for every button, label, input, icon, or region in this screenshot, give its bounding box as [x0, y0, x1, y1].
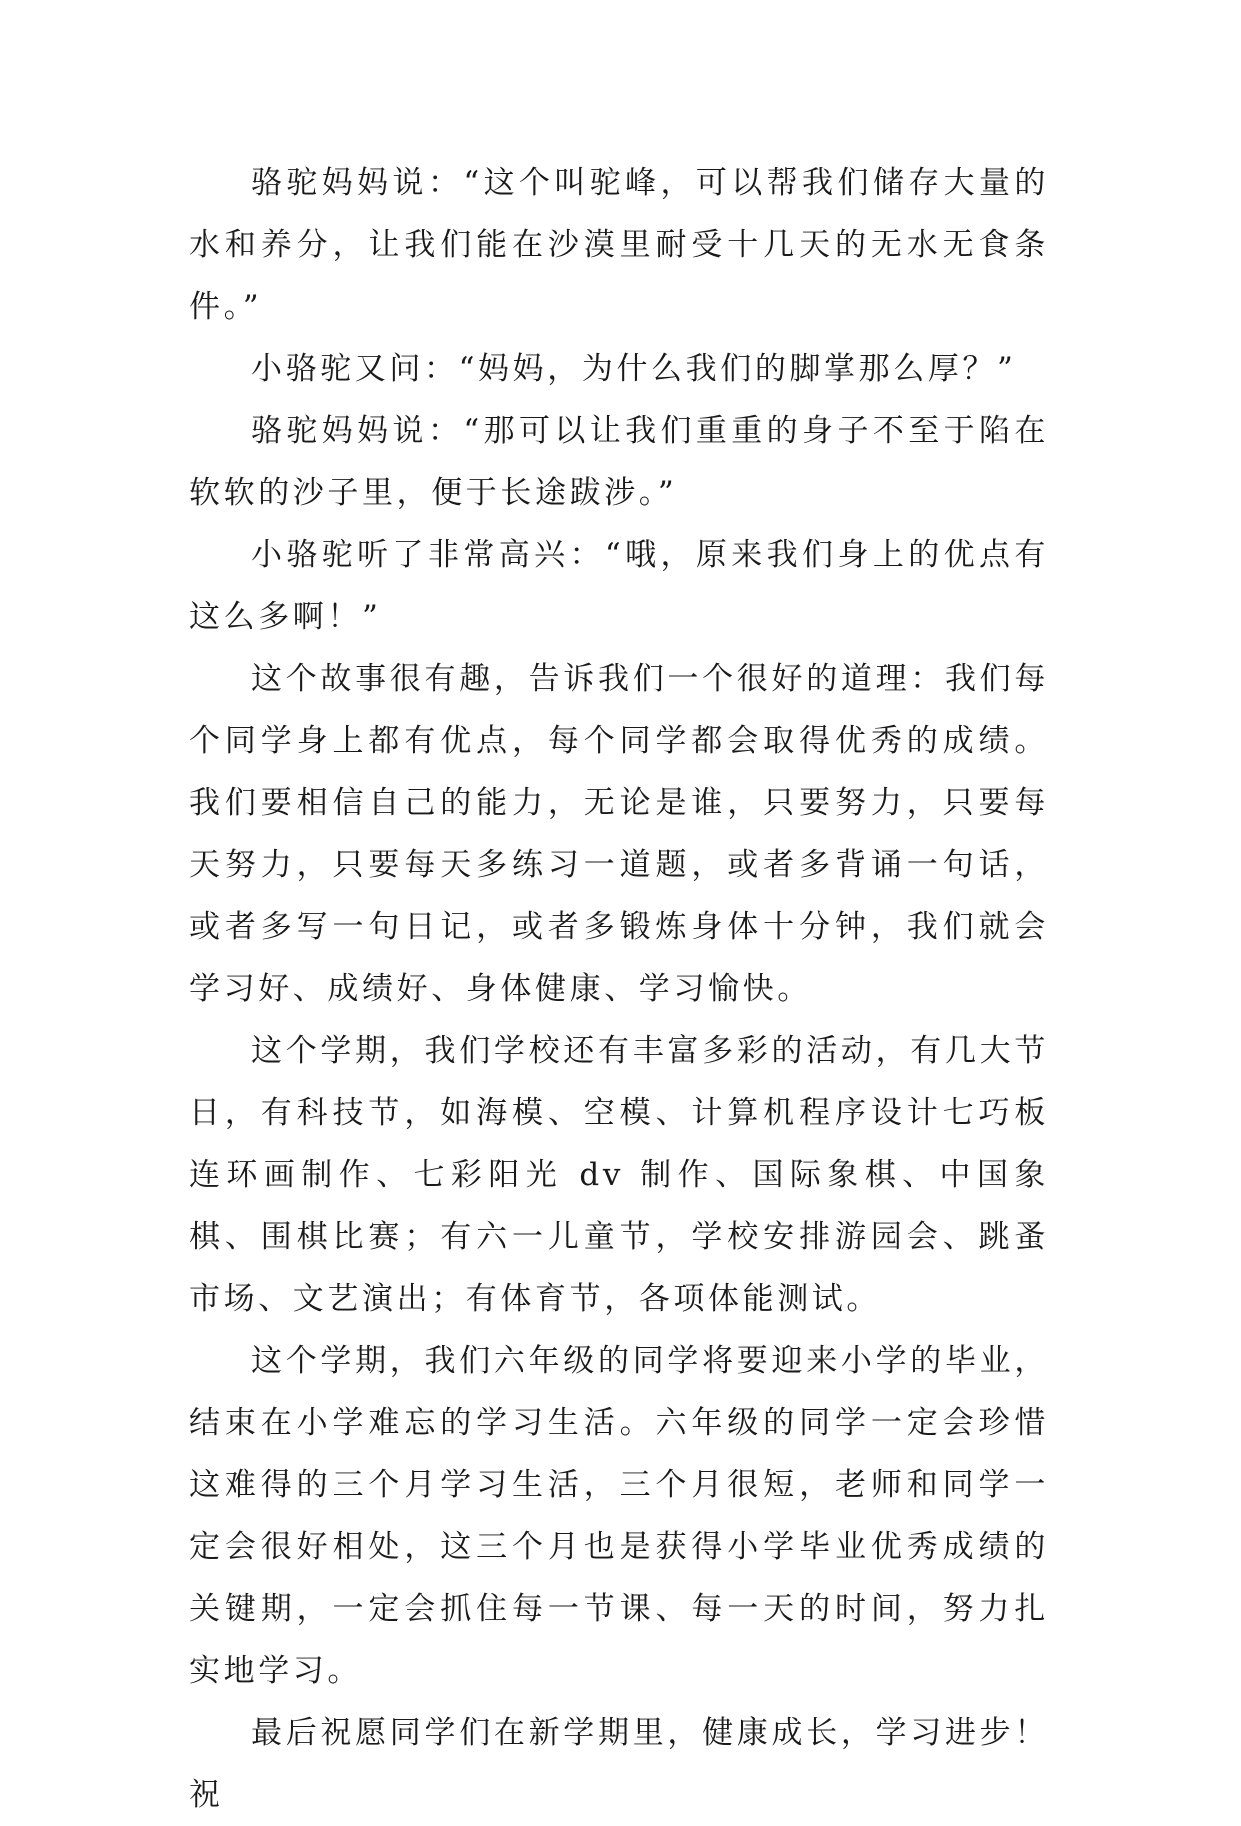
paragraph-camel-feet: 骆驼妈妈说：“那可以让我们重重的身子不至于陷在软软的沙子里，便于长途跋涉。” [189, 413, 1049, 511]
paragraph-closing-wish: 最后祝愿同学们在新学期里，健康成长，学习进步！祝 [189, 1715, 1049, 1813]
paragraph-camel-hump: 骆驼妈妈说：“这个叫驼峰，可以帮我们储存大量的水和养分，让我们能在沙漠里耐受十几天的无水无食条件。” [189, 165, 1049, 325]
paragraph-school-activities: 这个学期，我们学校还有丰富多彩的活动，有几大节日，有科技节，如海模、空模、计算机程序设计七巧板连环画制作、七彩阳光 dv 制作、国际象棋、中国象棋、围棋比赛；有六一儿童节，学校安排游园会、跳蚤市场、文艺演出；有体育节，各项体能测试。 [189, 1033, 1049, 1317]
paragraph-camel-question: 小骆驼又问：“妈妈，为什么我们的脚掌那么厚？” [251, 351, 1017, 387]
paragraph-story-lesson: 这个故事很有趣，告诉我们一个很好的道理：我们每个同学身上都有优点，每个同学都会取得优秀的成绩。我们要相信自己的能力，无论是谁，只要努力，只要每天努力，只要每天多练习一道题，或者多背诵一句话，或者多写一句日记，或者多锻炼身体十分钟，我们就会学习好、成绩好、身体健康、学习愉快。 [189, 661, 1049, 1007]
paragraph-sixth-grade: 这个学期，我们六年级的同学将要迎来小学的毕业，结束在小学难忘的学习生活。六年级的同学一定会珍惜这难得的三个月学习生活，三个月很短，老师和同学一定会很好相处，这三个月也是获得小学毕业优秀成绩的关键期，一定会抓住每一节课、每一天的时间，努力扎实地学习。 [189, 1343, 1049, 1689]
document-body [189, 152, 1049, 1826]
paragraph-camel-happy: 小骆驼听了非常高兴：“哦，原来我们身上的优点有这么多啊！” [189, 537, 1049, 635]
